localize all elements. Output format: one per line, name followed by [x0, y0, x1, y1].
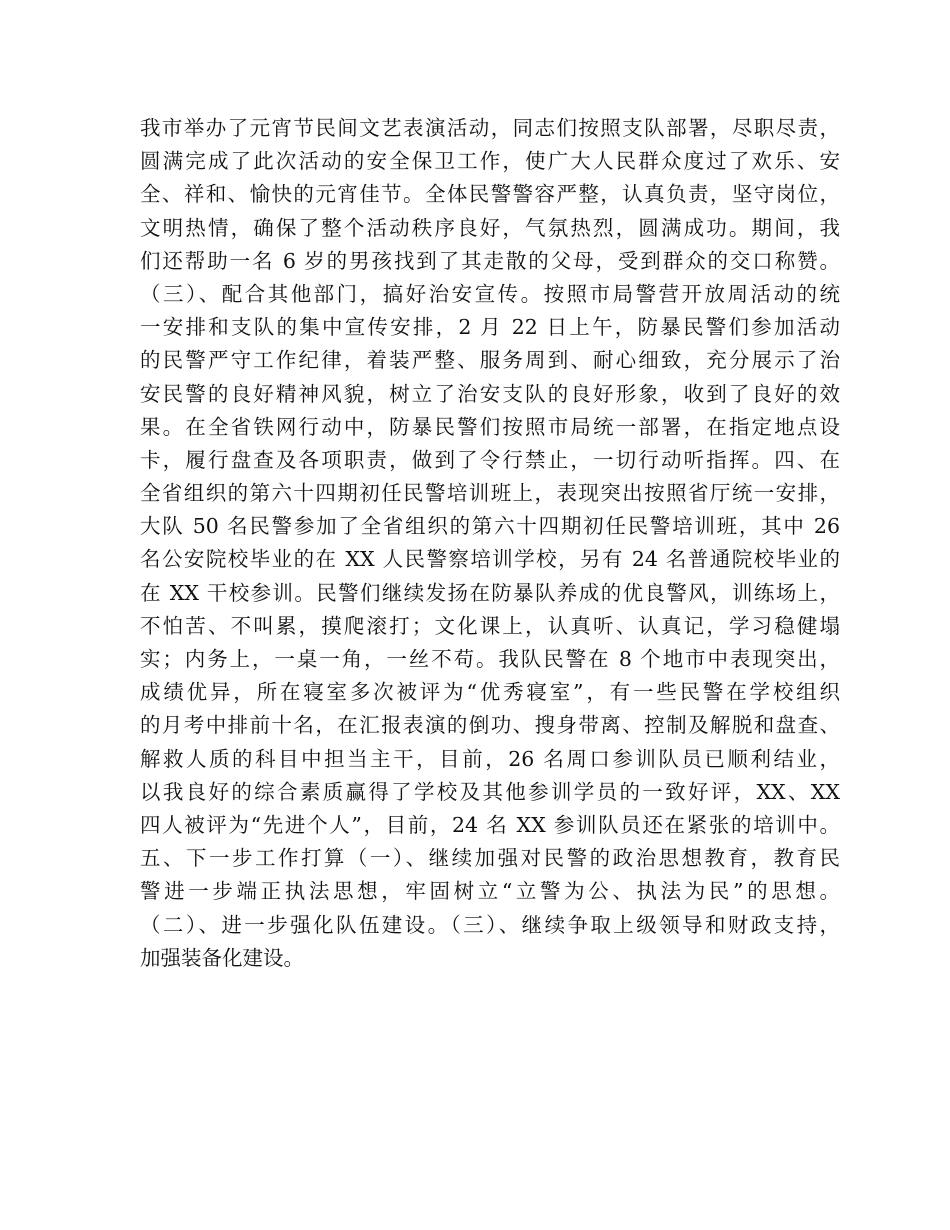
text-line: 大队 50 名民警参加了全省组织的第六十四期初任民警培训班，其中 26	[140, 514, 840, 539]
text-line: 果。在全省铁网行动中，防暴民警们按照市局统一部署，在指定地点设	[140, 414, 840, 439]
text-line: 文明热情，确保了整个活动秩序良好，气氛热烈，圆满成功。期间，我	[140, 215, 840, 240]
text-line: 安民警的良好精神风貌，树立了治安支队的良好形象，收到了良好的效	[140, 381, 840, 406]
text-line: 解救人质的科目中担当主干，目前，26 名周口参训队员已顺利结业，	[140, 746, 840, 771]
text-line: （三）、配合其他部门，搞好治安宣传。按照市局警营开放周活动的统	[140, 281, 840, 306]
text-line: 不怕苦、不叫累，摸爬滚打；文化课上，认真听、认真记，学习稳健塌	[140, 613, 840, 638]
text-line: 我市举办了元宵节民间文艺表演活动，同志们按照支队部署，尽职尽责，	[140, 116, 840, 140]
text-line: 圆满完成了此次活动的安全保卫工作，使广大人民群众度过了欢乐、安	[140, 149, 840, 174]
text-line: 在 XX 干校参训。民警们继续发扬在防暴队养成的优良警风，训练场上，	[140, 580, 840, 605]
text-line: 五、下一步工作打算（一）、继续加强对民警的政治思想教育，教育民	[140, 846, 840, 871]
text-line: 的月考中排前十名，在汇报表演的倒功、搜身带离、控制及解脱和盘查、	[140, 713, 840, 738]
text-line: 卡，履行盘查及各项职责，做到了令行禁止，一切行动听指挥。四、在	[140, 447, 840, 472]
text-line: 的民警严守工作纪律，着装严整、服务周到、耐心细致，充分展示了治	[140, 348, 840, 373]
text-line: 四人被评为“先进个人”，目前，24 名 XX 参训队员还在紧张的培训中。	[140, 812, 840, 837]
text-line: （二）、进一步强化队伍建设。（三）、继续争取上级领导和财政支持，	[140, 912, 840, 937]
text-line: 以我良好的综合素质赢得了学校及其他参训学员的一致好评，XX、XX	[140, 779, 840, 804]
text-line: 加强装备化建设。	[140, 945, 304, 970]
text-line: 全、祥和、愉快的元宵佳节。全体民警警容严整，认真负责，坚守岗位，	[140, 182, 840, 207]
text-line: 全省组织的第六十四期初任民警培训班上，表现突出按照省厅统一安排，	[140, 481, 840, 506]
text-line: 实；内务上，一桌一角，一丝不苟。我队民警在 8 个地市中表现突出，	[140, 647, 840, 671]
body-text	[140, 112, 840, 975]
text-line: 一安排和支队的集中宣传安排，2 月 22 日上午，防暴民警们参加活动	[140, 315, 840, 340]
text-line: 名公安院校毕业的在 XX 人民警察培训学校，另有 24 名普通院校毕业的	[140, 547, 840, 572]
text-line: 们还帮助一名 6 岁的男孩找到了其走散的父母，受到群众的交口称赞。	[140, 248, 840, 273]
text-line: 警进一步端正执法思想，牢固树立“立警为公、执法为民”的思想。	[140, 879, 840, 904]
text-line: 成绩优异，所在寝室多次被评为“优秀寝室”，有一些民警在学校组织	[140, 680, 840, 705]
